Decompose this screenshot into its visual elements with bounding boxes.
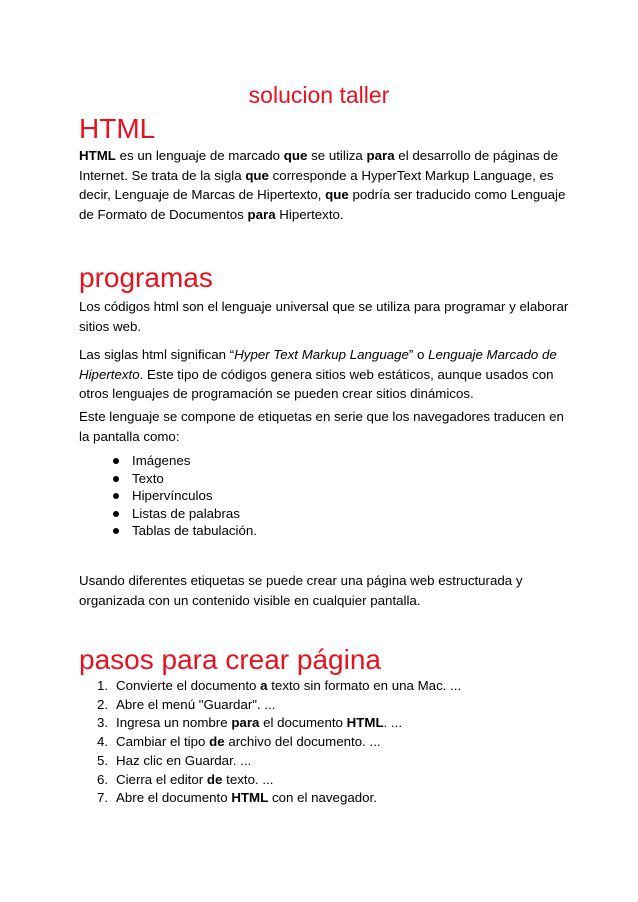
- heading-pasos: pasos para crear página: [79, 644, 381, 675]
- paragraph-html-definition: [79, 146, 569, 224]
- list-item: [97, 752, 461, 771]
- text-bold: que: [325, 187, 349, 202]
- heading-programas: programas: [79, 262, 213, 293]
- numbered-step-list: [97, 677, 461, 808]
- text-run: se utiliza: [307, 148, 367, 163]
- list-item: [113, 470, 257, 488]
- paragraph-usando-etiquetas: Usando diferentes etiquetas se puede crear una página web estructurada y organizada con un contenido visible en cualquier pantalla.: [79, 573, 523, 608]
- list-item-label: Tablas de tabulación.: [132, 523, 257, 538]
- text-bold: para: [231, 715, 260, 731]
- list-item: [97, 714, 461, 733]
- list-item-label: Imágenes: [132, 453, 191, 468]
- list-item: [113, 505, 257, 523]
- text-run: Cierra el editor: [116, 771, 207, 787]
- text-run: texto sin formato en una Mac. ...: [267, 678, 462, 693]
- bullet-icon: [113, 476, 119, 482]
- text-run: Cambiar el tipo: [116, 734, 210, 750]
- text-bold: que: [245, 167, 269, 183]
- paragraph-siglas: [79, 345, 569, 404]
- step-number: 4.: [97, 734, 109, 750]
- text-run: Las siglas html significan “: [79, 347, 235, 362]
- text-italic: Lenguaje Marcado de Hipertexto: [79, 347, 557, 382]
- bullet-list: [113, 452, 257, 540]
- text-run: el desarrollo de páginas de Internet. Se trata de la sigla: [79, 148, 558, 183]
- text-run: Abre el menú "Guardar". ...: [116, 696, 276, 712]
- text-bold: a: [260, 678, 268, 693]
- text-run: Abre el documento: [116, 790, 232, 806]
- list-item: [97, 771, 461, 790]
- bullet-icon: [113, 458, 119, 464]
- step-number: 3.: [97, 715, 109, 731]
- paragraph-programas-intro: Los códigos html son el lenguaje universal que se utiliza para programar y elaborar sitios web.: [79, 299, 569, 334]
- list-item: [113, 452, 257, 470]
- list-item: [97, 677, 461, 696]
- text-bold: HTML: [346, 715, 384, 731]
- step-number: 1.: [97, 678, 109, 693]
- text-bold: de: [209, 734, 225, 750]
- heading-html: HTML: [79, 113, 156, 144]
- step-number: 2.: [97, 696, 109, 712]
- bullet-icon: [113, 493, 119, 499]
- text-bold: HTML: [79, 148, 116, 163]
- text-run: Ingresa un nombre: [116, 715, 232, 731]
- text-run: corresponde a HyperText Markup Language, es decir, Lenguaje de Marcas de Hipertexto,: [79, 167, 554, 202]
- text-run: es un lenguaje de marcado: [115, 148, 284, 163]
- text-bold: de: [206, 771, 223, 787]
- list-item: [97, 696, 461, 715]
- text-bold: para: [247, 206, 276, 222]
- text-run: . ...: [383, 715, 403, 731]
- list-item-label: Listas de palabras: [132, 505, 240, 521]
- step-number: 6.: [97, 771, 109, 787]
- list-item: [97, 733, 461, 752]
- step-number: 7.: [97, 790, 109, 806]
- text-run: Convierte el documento: [116, 678, 261, 693]
- bullet-icon: [113, 511, 119, 517]
- text-run: . Este tipo de códigos genera sitios web estáticos, aunque usados con otros lenguajes de programación se pueden crear sitios dinámicos.: [79, 366, 554, 401]
- step-number: 5.: [97, 752, 109, 768]
- list-item-label: Hipervínculos: [132, 488, 213, 503]
- text-run: Hipertexto.: [275, 206, 344, 222]
- list-item-label: Texto: [132, 470, 164, 486]
- text-run: podría ser traducido como Lenguaje de Formato de Documentos: [79, 187, 566, 222]
- text-bold: que: [283, 148, 308, 163]
- text-run: con el navegador.: [268, 790, 377, 806]
- text-run: ” o: [408, 347, 429, 362]
- text-bold: HTML: [231, 790, 269, 806]
- text-italic: Hyper Text Markup Language: [234, 347, 409, 362]
- document-title: solucion taller: [248, 82, 390, 108]
- paragraph-etiquetas: Este lenguaje se compone de etiquetas en serie que los navegadores traducen en la pantalla como:: [79, 409, 564, 444]
- text-run: texto. ...: [222, 771, 274, 787]
- bullet-icon: [113, 528, 119, 534]
- list-item: [97, 789, 461, 808]
- text-run: archivo del documento. ...: [224, 734, 381, 750]
- list-item: [113, 487, 257, 505]
- text-bold: para: [366, 148, 395, 163]
- text-run: el documento: [259, 715, 347, 731]
- list-item: [113, 522, 257, 540]
- text-run: Haz clic en Guardar. ...: [116, 752, 252, 768]
